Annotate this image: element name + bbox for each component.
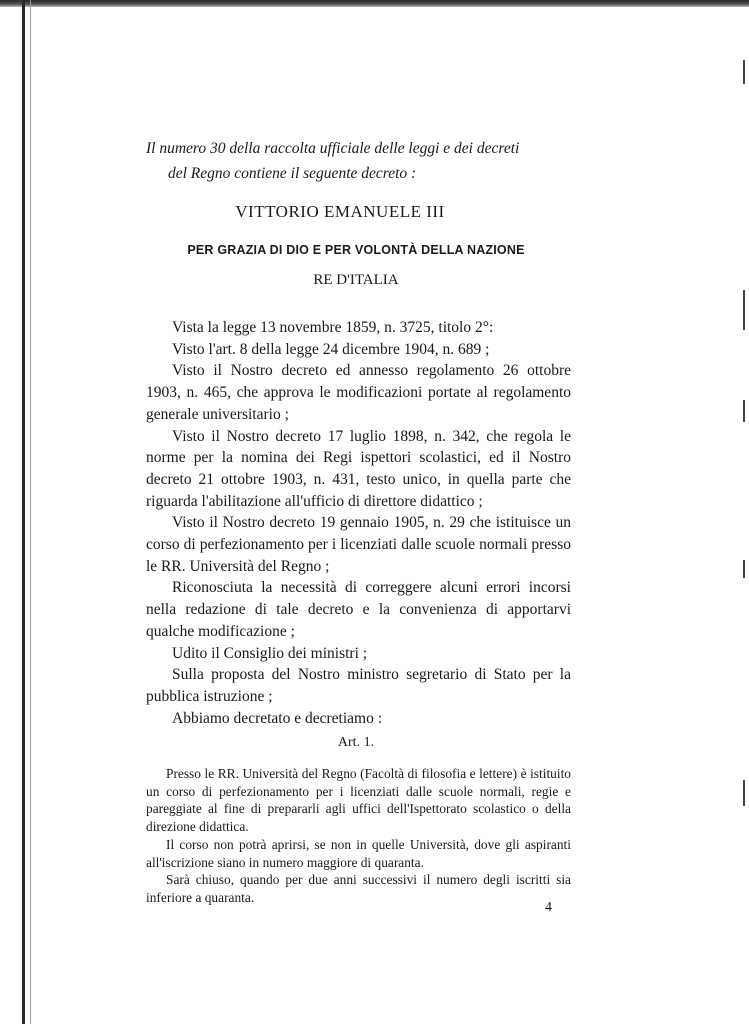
preamble-paragraph: Sulla proposta del Nostro ministro segretario di Stato per la pubblica istruzione ;	[146, 666, 571, 705]
grace-subheading: PER GRAZIA DI DIO E PER VOLONTÀ DELLA NAZIONE	[187, 243, 525, 257]
king-name-heading: VITTORIO EMANUELE III	[235, 202, 445, 221]
article-paragraph: Sarà chiuso, quando per due anni successivi il numero degli iscritti sia inferiore a quaranta.	[146, 872, 571, 905]
decree-preamble	[146, 317, 571, 729]
intro-line-2: del Regno contiene il seguente decreto :	[168, 165, 417, 182]
preamble-paragraph: Visto il Nostro decreto 17 luglio 1898, n. 342, che regola le norme per la nomina dei Regi ispettori scolastici, ed il Nostro decreto 21 ottobre 1903, n. 431, testo unico, in quella parte che riguarda l'abilitazione all'ufficio di direttore didattico ;	[146, 427, 571, 510]
preamble-paragraph: Vista la legge 13 novembre 1859, n. 3725, titolo 2°:	[172, 319, 494, 336]
royal-title-heading: RE D'ITALIA	[313, 272, 399, 288]
page-number: 4	[545, 900, 552, 915]
preamble-paragraph: Riconosciuta la necessità di correggere alcuni errori incorsi nella redazione di tale decreto e la convenienza di apportarvi qualche modificazione ;	[146, 579, 571, 640]
intro-line-1: Il numero 30 della raccolta ufficiale delle leggi e dei decreti	[146, 140, 520, 157]
article-body	[146, 765, 571, 907]
preamble-paragraph: Abbiamo decretato e decretiamo :	[172, 709, 383, 727]
preamble-paragraph: Visto il Nostro decreto 19 gennaio 1905, n. 29 che istituisce un corso di perfezionamento per i licenziati dalle scuole normali presso le RR. Università del Regno ;	[146, 514, 571, 575]
article-paragraph: Presso le RR. Università del Regno (Facoltà di filosofia e lettere) è istituito un corso di perfezionamento per i licenziati dalle scuole normali, regie e pareggiate al fine di prepararli agli uffici dell'Ispettorato scolastico o della direzione didattica.	[146, 766, 571, 835]
preamble-paragraph: Udito il Consiglio dei ministri ;	[172, 644, 368, 662]
article-paragraph: Il corso non potrà aprirsi, se non in quelle Università, dove gli aspiranti all'iscrizione siano in numero maggiore di quaranta.	[146, 836, 571, 870]
preamble-paragraph: Visto l'art. 8 della legge 24 dicembre 1904, n. 689 ;	[172, 340, 490, 358]
preamble-paragraph: Visto il Nostro decreto ed annesso regolamento 26 ottobre 1903, n. 465, che approva le modificazioni portate al regolamento generale universitario ;	[146, 362, 571, 423]
article-title: Art. 1.	[337, 735, 375, 750]
intro-note	[146, 136, 576, 186]
